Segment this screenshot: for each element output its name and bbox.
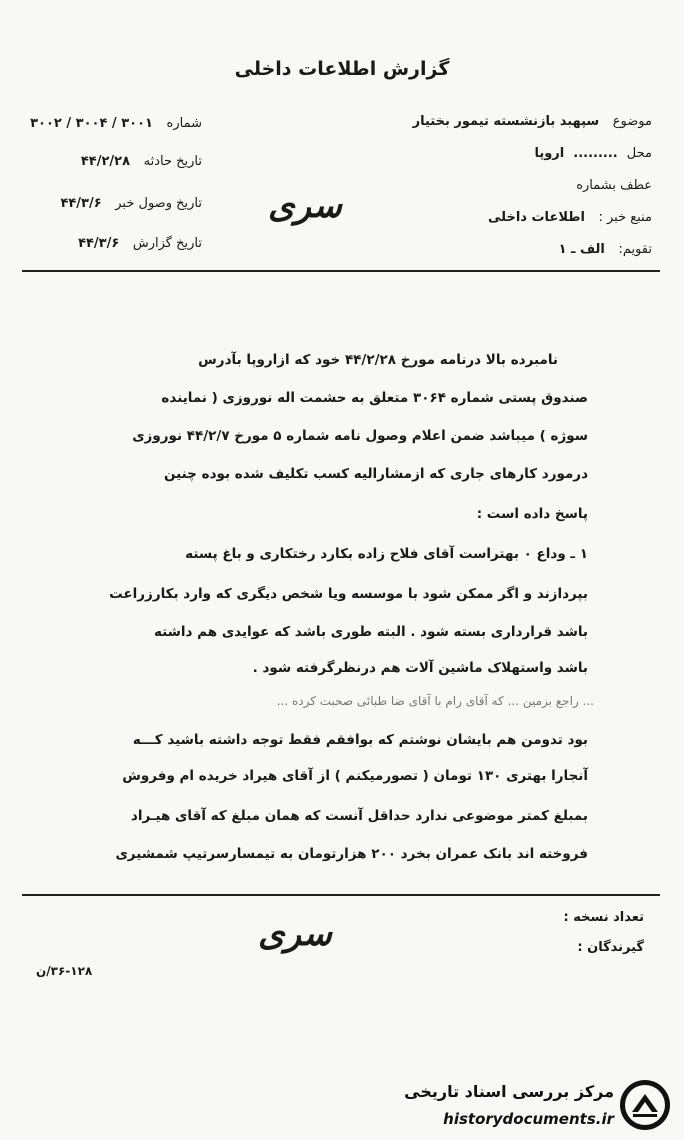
meta-location-value: اروپا [534, 146, 565, 161]
watermark-title: مرکز بررسی اسناد تاریخی [404, 1082, 614, 1101]
reference-code: ۳۶-۱۲۸/ن [36, 964, 93, 978]
meta-source [488, 210, 652, 225]
meta-report-date [78, 236, 202, 251]
meta-receipt-date [60, 196, 202, 211]
document-title: گزارش اطلاعات داخلی [234, 58, 450, 80]
meta-location: محل ......... اروپا [534, 146, 652, 161]
body-line: پاسخ داده است : [476, 506, 588, 522]
watermark [396, 1074, 680, 1136]
meta-subject [413, 114, 652, 129]
meta-event-date [81, 154, 202, 169]
meta-number [30, 116, 202, 131]
body-line: باشد واستهلاک ماشین آلات هم درنظرگرفته شود . [252, 660, 588, 676]
meta-calendar-value: الف ـ ۱ [558, 242, 605, 257]
meta-calendar-label: تقویم: [618, 242, 652, 257]
meta-source-label: منبع خبر : [598, 210, 652, 225]
meta-reference [567, 178, 652, 193]
body-line-faded: ... راجع بزمین ... که آقای رام با آقای ضا طبائی صحبت کرده ... [276, 694, 594, 708]
body-line: بپردازند و اگر ممکن شود با موسسه ویا شخص دیگری که وارد بکارزراعت [109, 586, 588, 602]
header-divider [22, 270, 660, 272]
meta-number-value: ۳۰۰۱ / ۳۰۰۴ / ۳۰۰۲ [30, 116, 153, 131]
copies-label: تعداد نسخه : [563, 910, 644, 925]
meta-event-date-label: تاریخ حادثه [143, 154, 202, 169]
body-line: آنجارا بهتری ۱۳۰ تومان ( تصورمیکنم ) از آقای هیراد خریده ام وفروش [122, 768, 588, 784]
meta-location-label: محل [626, 146, 652, 161]
meta-receipt-date-value: ۴۴/۳/۶ [60, 196, 102, 211]
body-line: باشد قرارداری بسته شود . البته طوری باشد که عوایدی هم داشته [153, 624, 588, 640]
meta-source-value: اطلاعات داخلی [488, 210, 585, 225]
meta-report-date-value: ۴۴/۳/۶ [78, 236, 120, 251]
body-line: درمورد کارهای جاری که ازمشارالیه کسب تکلیف شده بوده چنین [164, 466, 588, 482]
body-line: بود تدومن هم بایشان نوشتم که بوافقم فقط توجه داشته باشید کـــه [132, 732, 588, 748]
meta-event-date-value: ۴۴/۲/۲۸ [80, 154, 131, 169]
meta-report-date-label: تاریخ گزارش [132, 236, 202, 251]
body-line: سوژه ) میباشد ضمن اعلام وصول نامه شماره ۵ مورخ ۴۴/۲/۷ نوروزی [132, 428, 588, 444]
body-line: فروخته اند بانک عمران بخرد ۲۰۰ هزارتومان به تیمسارسرتیپ شمشیری [115, 846, 588, 862]
body-line: ۱ ـ وداع ۰ بهتراست آقای فلاح زاده بکارد رختکاری و باغ پسته [185, 546, 588, 562]
meta-calendar [559, 242, 652, 257]
meta-number-label: شماره [166, 116, 202, 131]
document-archive-logo-icon [618, 1078, 672, 1132]
body-line: بمبلغ کمتر موضوعی ندارد حداقل آنست که همان مبلغ که آقای هیـراد [130, 808, 588, 824]
meta-subject-label: موضوع [612, 114, 652, 129]
watermark-url: historydocuments.ir [443, 1110, 614, 1128]
footer-divider [22, 894, 660, 896]
body-line: نامبرده بالا درنامه مورخ ۴۴/۲/۲۸ خود که ازاروپا بآدرس [198, 352, 558, 368]
meta-subject-value: سپهبد بازنشسته تیمور بختیار [412, 114, 600, 129]
classification-stamp-bottom: سری [258, 914, 332, 954]
meta-receipt-date-label: تاریخ وصول خبر [115, 196, 202, 211]
recipients-label: گیرندگان : [577, 940, 644, 955]
body-line: صندوق پستی شماره ۳۰۶۴ متعلق به حشمت اله نوروزی ( نماینده [161, 390, 588, 406]
meta-reference-label: عطف بشماره [576, 178, 652, 193]
classification-stamp-top: سری [268, 186, 342, 226]
